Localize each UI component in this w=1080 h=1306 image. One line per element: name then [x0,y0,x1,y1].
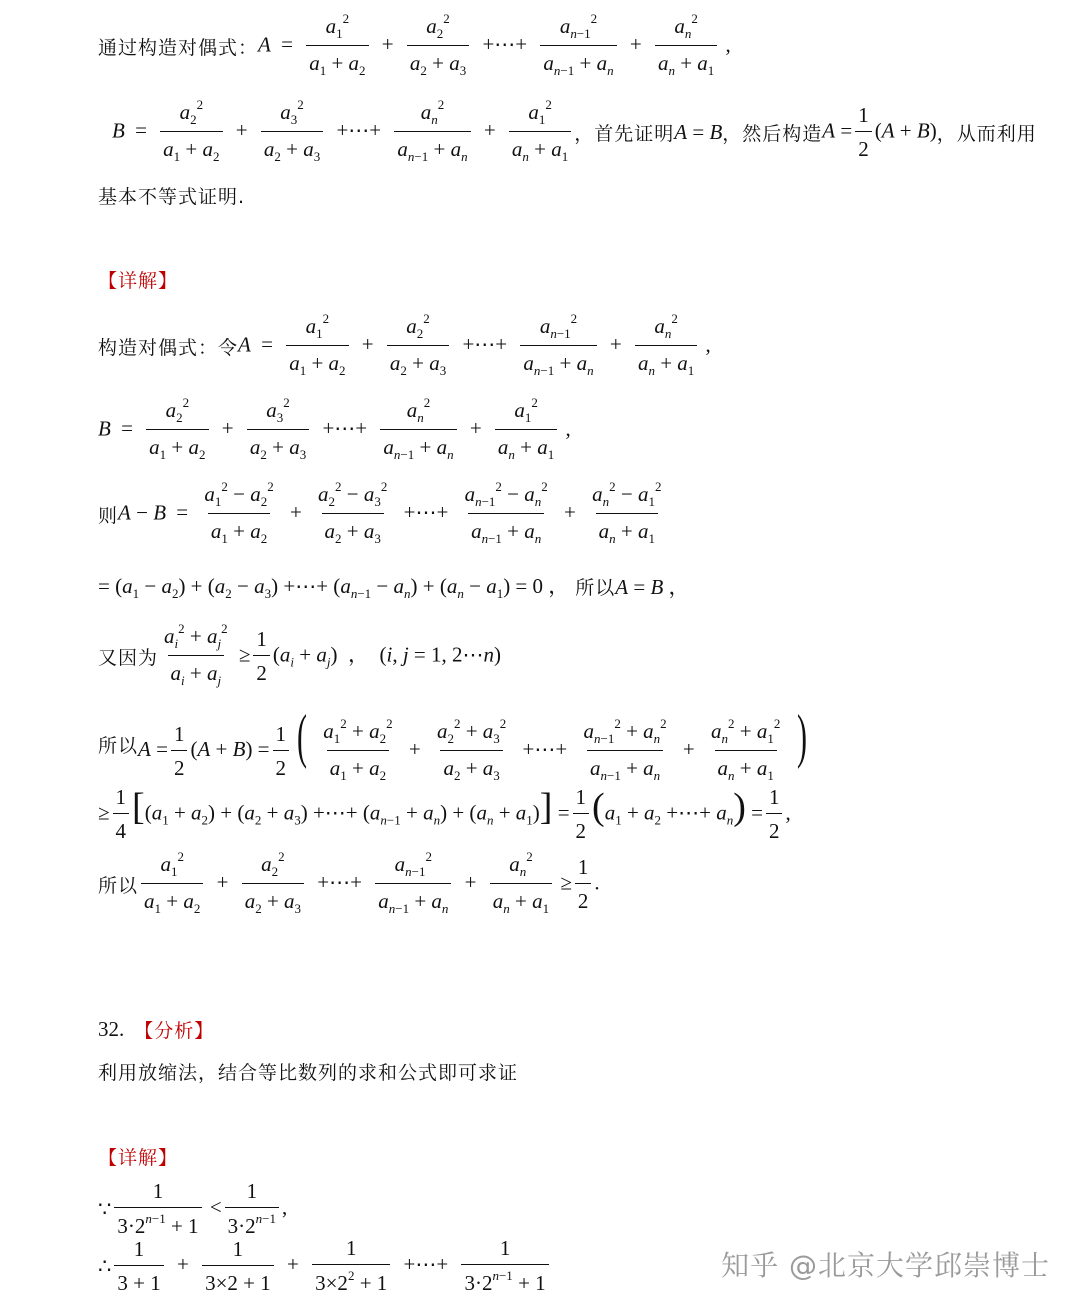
A-equals-B-2: A = B ， [615,575,690,600]
formula-therefore: $\frac{1}{3 + 1}$ + $\frac{1}{3\times 2 + 1}$ + $\frac{1}{3\times 2^2 + 1}$ +⋯+ $\frac{1}{3\cdot 2^{n-1} + 1}$ [111,1237,551,1295]
detail-tag-2: 【详解】 [98,1147,179,1169]
also-because-line [98,621,502,689]
A-equals-B: A = B [674,119,723,144]
A-minus-B-line [98,479,667,547]
so-label-2: 所以 [98,735,139,758]
formula-telescoping: = $(a_1 - a_2) + (a_2 - a_3)$ +⋯+ $(a_{n-1} - a_n) + (a_n - a_1) = 0$ ， [98,574,570,602]
formula-B-def: B = $\frac{a_2^2}{a_1 + a_2}$ + $\frac{a_3^2}{a_2 + a_3}$ +⋯+ $\frac{a_n^2}{a_{n-1} + a_n}$ + $\frac{a_1^2}{a_n + a_1}$ [112,100,574,165]
conclusion-text: 基本不等式证明. [98,186,246,208]
A-half-sum: A = $\frac{1}{2}$ (A + B) [822,102,937,161]
formula-because: $\frac{1}{3\cdot 2^{n-1} + 1}$ < $\frac{1}{3\cdot 2^{n-1}}$ , [111,1180,287,1238]
q32-analysis-line [98,1058,518,1085]
conclusion-line [98,182,245,209]
intro-label: 通过构造对偶式： [98,36,259,59]
formula-A-let: A = $\frac{a_1^2}{a_1 + a_2}$ + $\frac{a_2^2}{a_2 + a_3}$ +⋯+ $\frac{a_{n-1}^2}{a_{n-1} + a_n}$ + $\frac{a_n^2}{a_n + a_1}$ , [238,311,711,379]
because-symbol: ∵ [98,1196,112,1221]
telescoping-line [98,570,690,602]
detail-heading-1 [98,266,178,293]
q32-number: 32. [98,1017,125,1041]
geq-quarter-line [98,786,791,843]
formula-geq-quarter: ≥ $\frac{1}{4}$ [$(a_1 + a_2) + (a_2 + a_3)$ +⋯+ $(a_{n-1} + a_n) + (a_n + a_1)$] = $\frac{1}{2}$ ($a_1 + a_2$ +⋯+ $a_n$) = $\frac{1}{2}$ , [98,785,791,844]
construct-line [98,311,711,379]
thus-use-text: ，从而利用 [936,122,1037,145]
first-prove-text: ，首先证明 [574,122,675,145]
formula-A-def: A = $\frac{a_1^2}{a_1 + a_2}$ + $\frac{a_2^2}{a_2 + a_3}$ +⋯+ $\frac{a_{n-1}^2}{a_{n-1} + a_n}$ + $\frac{a_n^2}{a_n + a_1}$ , [258,11,731,79]
also-because-label: 又因为 [98,646,159,669]
so-label-3: 所以 [98,874,139,897]
formula-basic-inequality: $\frac{a_i^2 + a_j^2}{a_i + a_j}$ ≥ $\frac{1}{2}$ $(a_i + a_j)$ ， (i, j = 1, 2⋯n) [164,621,502,689]
formula-A-half: A = $\frac{1}{2}$ (A + B) = $\frac{1}{2}$ ( $\frac{a_1^2 + a_2^2}{a_1 + a_2}$ + $\frac{a_2^2 + a_3^2}{a_2 + a_3}$ +⋯+ $\frac{a_{n-1}^2 + a_n^2}{a_{n-1} + a_n}$ + $\frac{a_n^2 + a_1^2}{a_n + a_1}$ ) [138,703,807,784]
detail-heading-2 [98,1143,178,1170]
detail-tag: 【详解】 [98,270,179,292]
q32-analysis-text: 利用放缩法，结合等比数列的求和公式即可求证 [98,1062,519,1084]
final-line [98,849,600,917]
so-A-line [98,703,812,784]
formula-A-minus-B: A − B = $\frac{a_1^2 - a_2^2}{a_1 + a_2}$ + $\frac{a_2^2 - a_3^2}{a_2 + a_3}$ +⋯+ $\frac{a_{n-1}^2 - a_n^2}{a_{n-1} + a_n}$ + $\frac{a_n^2 - a_1^2}{a_n + a_1}$ [118,479,662,547]
analysis-tag: 【分析】 [134,1020,215,1042]
q32-heading [98,1016,214,1043]
therefore-symbol: ∴ [98,1253,112,1278]
watermark: 知乎 @北京大学邱崇博士 [721,1249,1050,1282]
so-label-1: 所以 [575,576,616,599]
construct-label: 构造对偶式：令 [98,336,239,359]
B-def-line [112,97,1037,165]
formula-B-let: B = $\frac{a_2^2}{a_1 + a_2}$ + $\frac{a_3^2}{a_2 + a_3}$ +⋯+ $\frac{a_n^2}{a_{n-1} + a_n}$ + $\frac{a_1^2}{a_n + a_1}$ , [98,395,571,463]
because-line [98,1180,287,1238]
then-label: 则 [98,504,119,527]
therefore-line [98,1237,552,1295]
B-let-line [98,395,571,463]
then-construct-text: ，然后构造 [722,122,823,145]
formula-final: $\frac{a_1^2}{a_1 + a_2}$ + $\frac{a_2^2}{a_2 + a_3}$ +⋯+ $\frac{a_{n-1}^2}{a_{n-1} + a_n}$ + $\frac{a_n^2}{a_n + a_1}$ ≥ $\frac{1}{2}$ . [138,852,600,917]
intro-line [98,11,731,79]
